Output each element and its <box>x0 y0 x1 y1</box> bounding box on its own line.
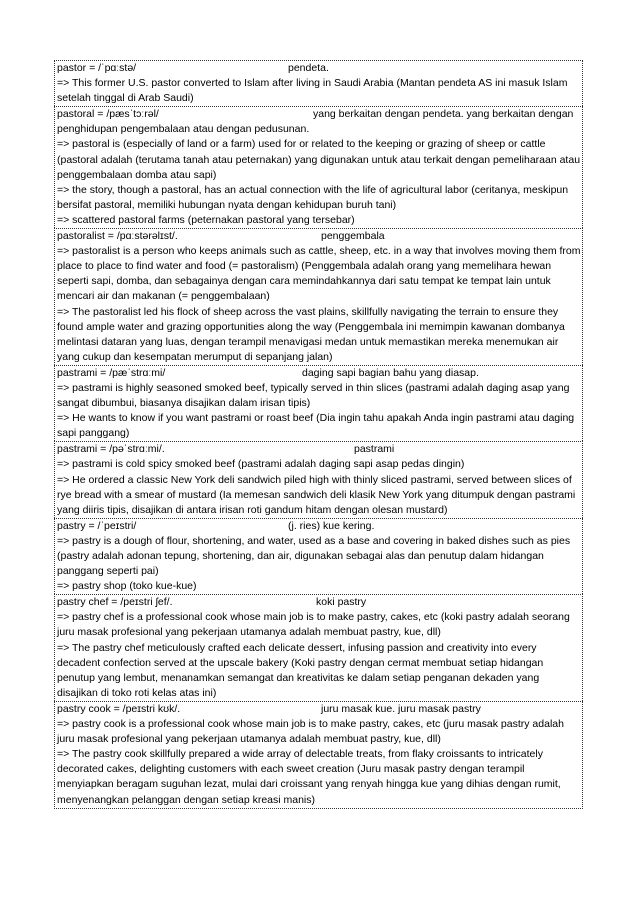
entry-line: => The pastry chef meticulously crafted each delicate dessert, infusing passion and creativity into every decadent confection served at the upscale bakery (Koki pastry dengan cermat membuat setiap hidangan penutup yang lembut, menanamkan semangat dan kreativitas ke dalam setiap penganan dekaden yang disajikan di toko roti kelas atas ini) <box>57 641 544 699</box>
entry-heading <box>57 595 581 610</box>
entry-pastoral <box>54 106 583 228</box>
entry-gloss: yang berkaitan dengan pendeta. yang berkaitan dengan penghidupan pengembalaan atau dengan pedusunan. <box>57 108 574 136</box>
entry-heading <box>57 229 581 244</box>
entry-line: => The pastoralist led his flock of sheep across the vast plains, skillfully navigating the terrain to ensure they found ample water and grazing opportunities along the way (Penggembala ini memimpin kawanan dombanya melintasi dataran yang luas, dengan terampil menavigasi medan untuk memastikan mereka menemukan air yang cukup dan kesempatan merumput di sepanjang jalan) <box>57 305 565 363</box>
entry-heading <box>57 366 581 381</box>
entry-line: => pastry chef is a professional cook whose main job is to make pastry, cakes, etc (koki pastry adalah seorang juru masak profesional yang pekerjaan utamanya adalah membuat pastry, kue, dll) <box>57 611 570 639</box>
entry-term: pastry cook = /peɪstri kʊk/. <box>57 702 181 715</box>
entry-line: => scattered pastoral farms (peternakan pastoral yang tersebar) <box>57 213 355 226</box>
entry-gloss: penggembala <box>321 230 385 243</box>
entry-term: pastoralist = /pɑːstərəlɪst/. <box>57 230 178 243</box>
entry-gloss: (j. ries) kue kering. <box>288 519 375 532</box>
entry-pastrami-2 <box>54 441 583 517</box>
entry-line: => pastry is a dough of flour, shortening, and water, used as a base and covering in baked dishes such as pies (pastry adalah adonan tepung, shortening, dan air, digunakan sebagai alas dan penutup dalam hidangan panggang seperti pai) <box>57 534 571 578</box>
entry-pastry-cook <box>54 701 583 809</box>
entry-term: pastrami = /pæˈstrɑːmi/ <box>57 366 166 379</box>
entry-pastry-chef <box>54 594 583 701</box>
entry-pastrami-1 <box>54 365 583 441</box>
entry-term: pastoral = /pæsˈtɔːrəl/ <box>57 108 159 121</box>
entry-line: => pastry shop (toko kue-kue) <box>57 580 197 593</box>
entry-gloss: juru masak kue. juru masak pastry <box>321 702 481 715</box>
entry-line: => pastrami is cold spicy smoked beef (pastrami adalah daging sapi asap pedas dingin) <box>57 458 465 471</box>
entry-line: => He wants to know if you want pastrami or roast beef (Dia ingin tahu apakah Anda ingin pastrami atau daging sapi panggang) <box>57 412 575 440</box>
entry-gloss: koki pastry <box>316 596 367 609</box>
entry-line: => pastoral is (especially of land or a farm) used for or related to the keeping or grazing of sheep or cattle (pastoral adalah (terutama tanah atau peternakan) yang digunakan untuk atau terkait dengan pemeliharaan atau penggembalaan domba atau sapi) <box>57 138 581 181</box>
entry-pastor <box>54 60 583 106</box>
entry-pastry <box>54 518 583 594</box>
entry-gloss: daging sapi bagian bahu yang diasap. <box>302 366 479 379</box>
entry-line: => pastry cook is a professional cook whose main job is to make pastry, cakes, etc (juru masak pastry adalah juru masak profesional yang pekerjaan utamanya adalah membuat pastry, kue, dll) <box>57 718 564 746</box>
entry-line: => This former U.S. pastor converted to Islam after living in Saudi Arabia (Mantan pendeta AS ini masuk Islam setelah tinggal di Arab Saudi) <box>57 77 568 105</box>
entry-term: pastrami = /pəˈstrɑːmi/. <box>57 443 165 456</box>
entry-gloss: pastrami <box>354 443 395 456</box>
entry-line: => the story, though a pastoral, has an actual connection with the life of agricultural labor (ceritanya, meskipun bersifat pastoral, memiliki hubungan nyata dengan kehidupan buruh tani) <box>57 183 569 211</box>
dictionary-page <box>54 60 583 809</box>
entry-heading <box>57 519 581 534</box>
entry-heading <box>57 107 581 137</box>
entry-heading <box>57 61 581 76</box>
entry-line: => pastoralist is a person who keeps animals such as cattle, sheep, etc. in a way that involves moving them from place to place to find water and food (= pastoralism) (Penggembala adalah orang yang memelihara hewan seperti sapi, domba, dan sebagainya dengan cara memindahkannya dari satu tempat ke tempat lain untuk mencari air dan makanan (= penggembalaan) <box>57 245 581 303</box>
entry-heading <box>57 442 581 457</box>
entry-line: => pastrami is highly seasoned smoked beef, typically served in thin slices (pastrami adalah daging asap yang sangat dibumbui, biasanya disajikan dalam irisan tipis) <box>57 381 570 410</box>
entry-term: pastry chef = /peɪstri ʃef/. <box>57 596 173 609</box>
entry-pastoralist <box>54 228 583 365</box>
entry-term: pastry = /ˈpeɪstri/ <box>57 519 137 532</box>
entry-heading <box>57 702 581 717</box>
entry-gloss: pendeta. <box>288 62 329 74</box>
entry-term: pastor = /ˈpɑːstə/ <box>57 62 137 74</box>
entry-line: => The pastry cook skillfully prepared a wide array of delectable treats, from flaky croissants to intricately decorated cakes, delighting customers with each sweet creation (Juru masak pastry dengan terampil menyiapkan beragam suguhan lezat, mulai dari croissant yang renyah hingga kue yang dihias dengan rumit, menyenangkan pelanggan dengan setiap kreasi manis) <box>57 748 561 806</box>
entry-line: => He ordered a classic New York deli sandwich piled high with thinly sliced pastrami, served between slices of rye bread with a smear of mustard (Ia memesan sandwich deli klasik New York yang ditumpuk dengan pastrami yang diiris tipis, disajikan di antara irisan roti gandum hitam dengan olesan mustard) <box>57 473 576 516</box>
